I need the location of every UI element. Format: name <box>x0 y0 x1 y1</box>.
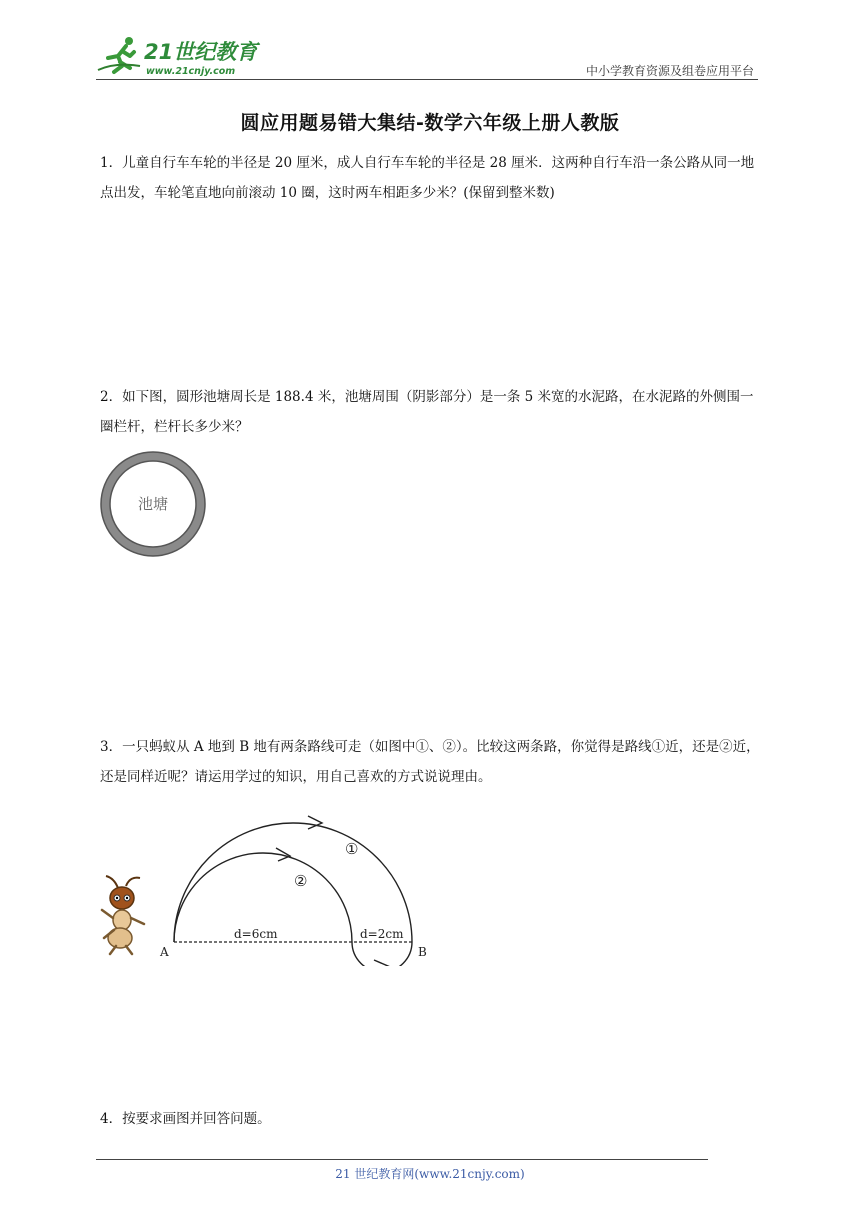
route-figure <box>96 806 446 966</box>
runner-icon <box>98 37 140 72</box>
footer-divider <box>96 1159 708 1160</box>
question-3: 3．一只蚂蚁从 A 地到 B 地有两条路线可走（如图中①、②）。比较这两条路，你觉得是路线①近，还是②近，还是同样近呢？请运用学过的知识，用自己喜欢的方式说说理由。 <box>100 739 760 785</box>
route-2-lower-arrow <box>374 960 388 966</box>
page-title: 圆应用题易错大集结-数学六年级上册人教版 <box>240 112 620 134</box>
route-1-label: ① <box>345 840 359 858</box>
header-slogan: 中小学教育资源及组卷应用平台 <box>585 64 754 78</box>
route-2-arc <box>174 853 412 966</box>
header-divider <box>96 79 758 80</box>
pond-label: 池塘 <box>137 495 169 513</box>
pond-figure <box>96 450 212 560</box>
d1-label: d=6cm <box>234 927 278 941</box>
point-a-label: A <box>160 945 169 959</box>
logo-url: www.21cnjy.com <box>146 66 236 77</box>
route-1-arrow <box>308 816 322 829</box>
point-b-label: B <box>418 945 427 959</box>
site-logo <box>96 32 266 78</box>
footer-text: 21 世纪教育网(www.21cnjy.com) <box>335 1167 525 1181</box>
question-4: 4．按要求画图并回答问题。 <box>100 1111 271 1127</box>
d2-label: d=2cm <box>360 927 404 941</box>
logo-text: 21世纪教育 <box>144 40 258 64</box>
route-2-label: ② <box>294 872 308 890</box>
question-2: 2．如下图，圆形池塘周长是 188.4 米，池塘周围（阴影部分）是一条 5 米宽的水泥路，在水泥路的外侧围一圈栏杆，栏杆长多少米？ <box>100 389 754 435</box>
route-1-arc <box>174 823 412 942</box>
ant-icon <box>102 876 144 954</box>
question-1: 1．儿童自行车车轮的半径是 20 厘米，成人自行车车轮的半径是 28 厘米．这两种自行车沿一条公路从同一地点出发，车轮笔直地向前滚动 10 圈，这时两车相距多少米？(保留到整米数) <box>100 155 755 201</box>
